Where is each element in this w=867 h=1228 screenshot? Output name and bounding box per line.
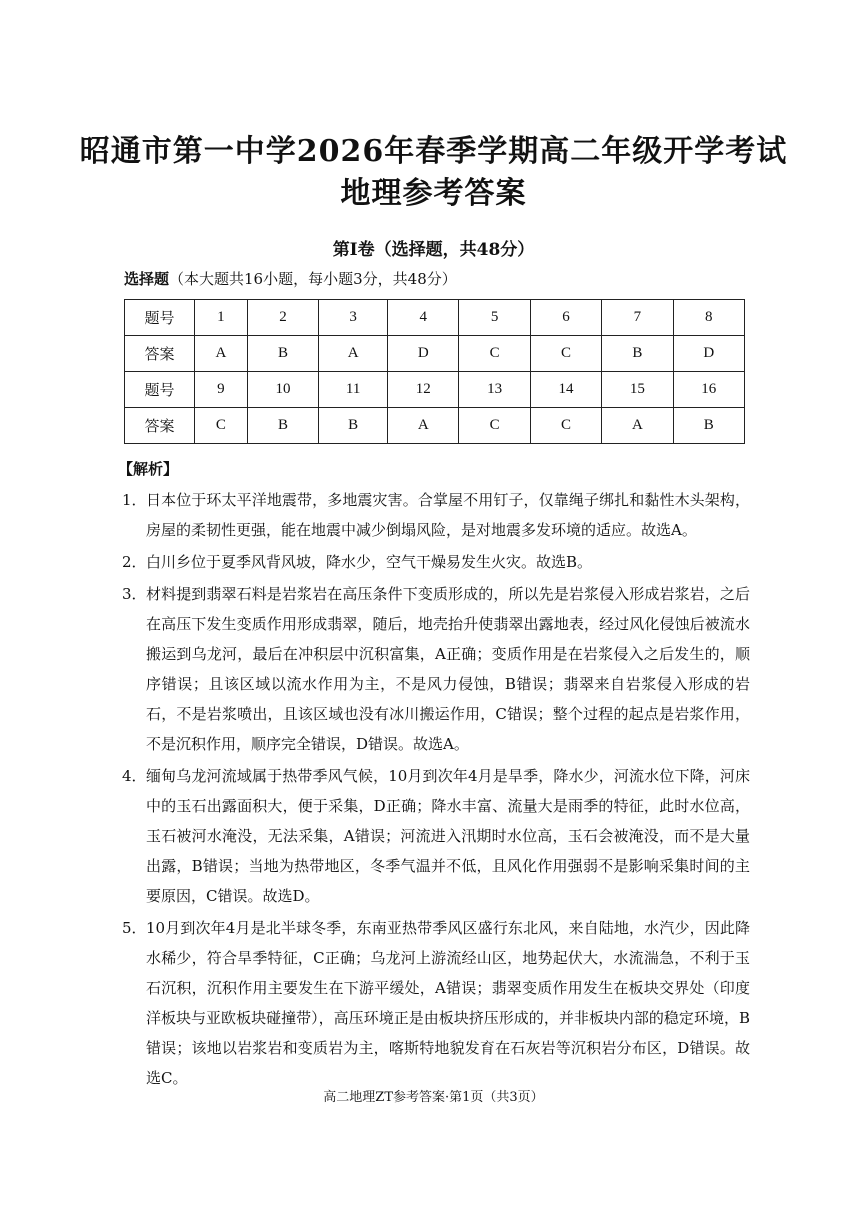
intro-label: 选择题 [124, 270, 170, 288]
answer-cell: B [247, 408, 318, 444]
table-row [125, 408, 745, 444]
list-item [122, 547, 750, 577]
question-number: 1 [195, 300, 248, 336]
analysis-heading: 【解析】 [118, 460, 179, 478]
list-item [122, 913, 750, 1093]
intro-rest: （本大题共16小题，每小题3分，共48分） [169, 270, 457, 288]
answer-cell: C [195, 408, 248, 444]
question-number: 14 [530, 372, 601, 408]
page-footer: 高二地理ZT参考答案·第1页（共3页） [323, 1090, 544, 1105]
answer-cell: C [459, 336, 530, 372]
question-number: 15 [602, 372, 673, 408]
list-item [122, 761, 750, 911]
answer-cell: A [195, 336, 248, 372]
item-number: 1． [122, 491, 147, 509]
question-number: 8 [673, 300, 744, 336]
question-number: 2 [247, 300, 318, 336]
item-text: 10月到次年4月是北半球冬季，东南亚热带季风区盛行东北风，来自陆地，水汽少，因此降水稀少，符合旱季特征，C正确；乌龙河上游流经山区，地势起伏大，水流湍急，不利于玉石沉积，沉积作用主要发生在下游平缓处，A错误；翡翠变质作用发生在板块交界处（印度洋板块与亚欧板块碰撞带），高压环境正是由板块挤压形成的，并非板块内部的稳定环境，B错误；该地以岩浆岩和变质岩为主，喀斯特地貌发育在石灰岩等沉积岩分布区，D错误。故选C。 [146, 919, 750, 1087]
table-row [125, 372, 745, 408]
row-header: 答案 [125, 336, 195, 372]
answer-cell: C [459, 408, 530, 444]
answer-cell: C [530, 408, 601, 444]
analysis-list [122, 485, 750, 1095]
question-number: 4 [388, 300, 459, 336]
table-row [125, 336, 745, 372]
answer-cell: B [602, 336, 673, 372]
row-header: 题号 [125, 300, 195, 336]
item-number: 2． [122, 553, 147, 571]
answer-cell: A [388, 408, 459, 444]
question-number: 12 [388, 372, 459, 408]
question-number: 11 [319, 372, 388, 408]
question-number: 10 [247, 372, 318, 408]
question-number: 7 [602, 300, 673, 336]
item-number: 3． [122, 585, 147, 603]
item-text: 材料提到翡翠石料是岩浆岩在高压条件下变质形成的，所以先是岩浆侵入形成岩浆岩，之后在高压下发生变质作用形成翡翠，随后，地壳抬升使翡翠出露地表，经过风化侵蚀后被流水搬运到乌龙河，最后在冲积层中沉积富集，A正确；变质作用是在岩浆侵入之后发生的，顺序错误；且该区域以流水作用为主，不是风力侵蚀，B错误；翡翠来自岩浆侵入形成的岩石，不是岩浆喷出，且该区域也没有冰川搬运作用，C错误；整个过程的起点是岩浆作用，不是沉积作用，顺序完全错误，D错误。故选A。 [146, 585, 750, 753]
table-row [125, 300, 745, 336]
row-header: 题号 [125, 372, 195, 408]
answer-cell: A [602, 408, 673, 444]
question-number: 6 [530, 300, 601, 336]
answer-table [124, 299, 745, 444]
row-header: 答案 [125, 408, 195, 444]
item-text: 缅甸乌龙河流域属于热带季风气候，10月到次年4月是旱季，降水少，河流水位下降，河床中的玉石出露面积大，便于采集，D正确；降水丰富、流量大是雨季的特征，此时水位高，玉石被河水淹没，无法采集，A错误；河流进入汛期时水位高，玉石会被淹没，而不是大量出露，B错误；当地为热带地区，冬季气温并不低，且风化作用强弱不是影响采集时间的主要原因，C错误。故选D。 [146, 767, 750, 905]
question-number: 5 [459, 300, 530, 336]
answer-cell: B [319, 408, 388, 444]
item-text: 日本位于环太平洋地震带，多地震灾害。合掌屋不用钉子，仅靠绳子绑扎和黏性木头架构，房屋的柔韧性更强，能在地震中减少倒塌风险，是对地震多发环境的适应。故选A。 [146, 491, 750, 539]
item-number: 4． [122, 767, 147, 785]
answer-cell: B [673, 408, 744, 444]
page-title: 昭通市第一中学2026年春季学期高二年级开学考试 [79, 134, 788, 169]
answer-cell: A [319, 336, 388, 372]
answer-cell: B [247, 336, 318, 372]
list-item [122, 485, 750, 545]
question-number: 9 [195, 372, 248, 408]
answer-cell: C [530, 336, 601, 372]
question-number: 13 [459, 372, 530, 408]
list-item [122, 579, 750, 759]
answer-cell: D [388, 336, 459, 372]
section-title: 第Ⅰ卷（选择题，共48分） [332, 240, 535, 260]
page-subtitle: 地理参考答案 [340, 176, 527, 211]
item-text: 白川乡位于夏季风背风坡，降水少，空气干燥易发生火灾。故选B。 [146, 553, 593, 571]
answer-cell: D [673, 336, 744, 372]
item-number: 5． [122, 919, 147, 937]
section-intro [124, 268, 457, 289]
question-number: 3 [319, 300, 388, 336]
question-number: 16 [673, 372, 744, 408]
